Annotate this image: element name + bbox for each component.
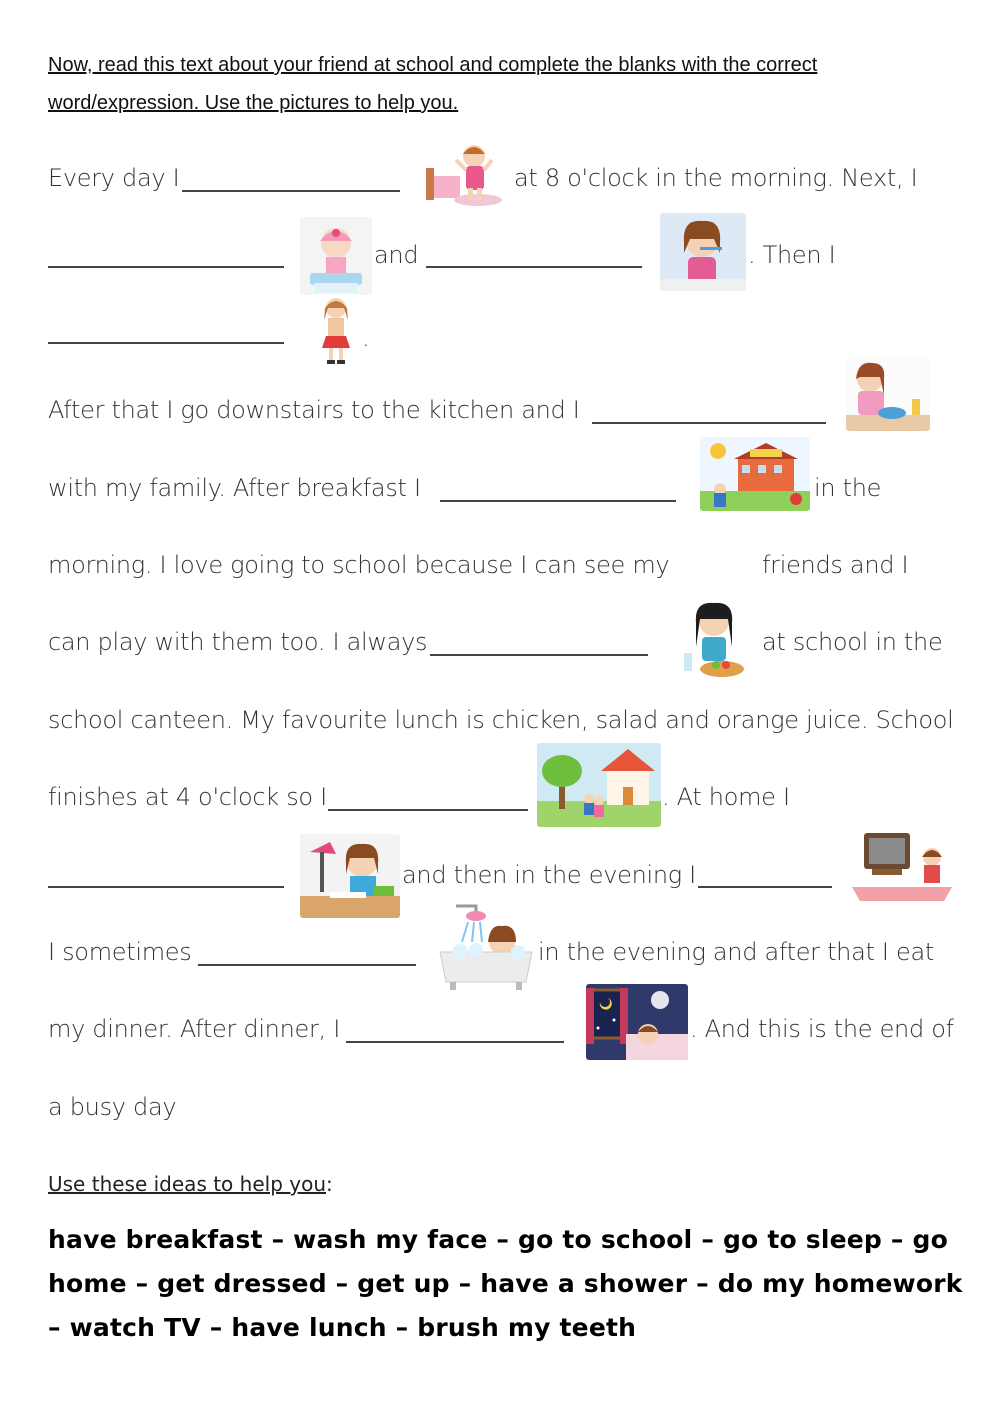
wash-face-picture-icon bbox=[300, 217, 372, 295]
blank-wash-face[interactable] bbox=[48, 248, 284, 268]
text-line-12b: . And this is the end of bbox=[690, 1015, 954, 1043]
blank-do-homework[interactable] bbox=[48, 868, 284, 888]
blank-go-to-school[interactable] bbox=[440, 482, 676, 502]
text-line-11a: I sometimes bbox=[48, 938, 192, 966]
blank-watch-tv[interactable] bbox=[698, 868, 832, 888]
text-line-5b: in the bbox=[814, 474, 882, 502]
brush-teeth-picture-icon bbox=[660, 213, 746, 291]
ideas-title-colon: : bbox=[326, 1172, 333, 1196]
ideas-heading bbox=[48, 1172, 333, 1196]
ideas-word-bank: have breakfast – wash my face – go to school – go to sleep – go home – get dressed – get up – have a shower – do my homework – watch TV – have lunch – brush my teeth bbox=[48, 1225, 963, 1342]
go-to-sleep-picture-icon bbox=[586, 984, 688, 1060]
watch-tv-picture-icon bbox=[852, 827, 952, 901]
text-line-7b: at school in the bbox=[762, 628, 943, 656]
text-line-4a: After that I go downstairs to the kitchen and I bbox=[48, 396, 580, 424]
text-line-6a: morning. I love going to school because I can see my bbox=[48, 551, 670, 579]
do-homework-picture-icon bbox=[300, 834, 400, 918]
blank-go-to-sleep[interactable] bbox=[346, 1023, 564, 1043]
blank-go-home[interactable] bbox=[328, 791, 528, 811]
text-line-1b: at 8 o'clock in the morning. Next, I bbox=[514, 164, 918, 192]
have-shower-picture-icon bbox=[436, 902, 536, 994]
text-line-13a: a busy day bbox=[48, 1093, 177, 1121]
text-line-12a: my dinner. After dinner, I bbox=[48, 1015, 340, 1043]
instruction-text: Now, read this text about your friend at school and complete the blanks with the correct word/expression. Use the pictures to help you. bbox=[48, 54, 818, 114]
blank-have-breakfast[interactable] bbox=[592, 404, 826, 424]
text-line-1a: Every day I bbox=[48, 164, 180, 192]
blank-get-dressed[interactable] bbox=[48, 324, 284, 344]
blank-brush-teeth[interactable] bbox=[426, 248, 642, 268]
text-line-10a: and then in the evening I bbox=[402, 861, 696, 889]
go-home-picture-icon bbox=[537, 743, 661, 827]
text-line-3a: . bbox=[362, 324, 370, 352]
text-line-8a: school canteen. My favourite lunch is chicken, salad and orange juice. School bbox=[48, 706, 954, 734]
have-breakfast-picture-icon bbox=[846, 357, 930, 431]
text-line-2b: . Then I bbox=[748, 241, 836, 269]
ideas-title-text: Use these ideas to help you bbox=[48, 1172, 326, 1196]
have-lunch-picture-icon bbox=[678, 597, 750, 683]
go-to-school-picture-icon bbox=[700, 437, 810, 511]
text-line-7a: can play with them too. I always bbox=[48, 628, 428, 656]
get-dressed-picture-icon bbox=[310, 294, 362, 368]
blank-get-up[interactable] bbox=[182, 172, 400, 192]
text-line-11b: in the evening and after that I eat bbox=[538, 938, 935, 966]
text-line-9b: . At home I bbox=[662, 783, 790, 811]
text-line-9a: finishes at 4 o'clock so I bbox=[48, 783, 327, 811]
text-line-6b: friends and I bbox=[762, 551, 909, 579]
get-up-picture-icon bbox=[426, 138, 510, 210]
text-line-2a: and bbox=[374, 241, 419, 269]
blank-have-lunch[interactable] bbox=[430, 636, 648, 656]
text-line-5a: with my family. After breakfast I bbox=[48, 474, 421, 502]
blank-have-shower[interactable] bbox=[198, 946, 416, 966]
